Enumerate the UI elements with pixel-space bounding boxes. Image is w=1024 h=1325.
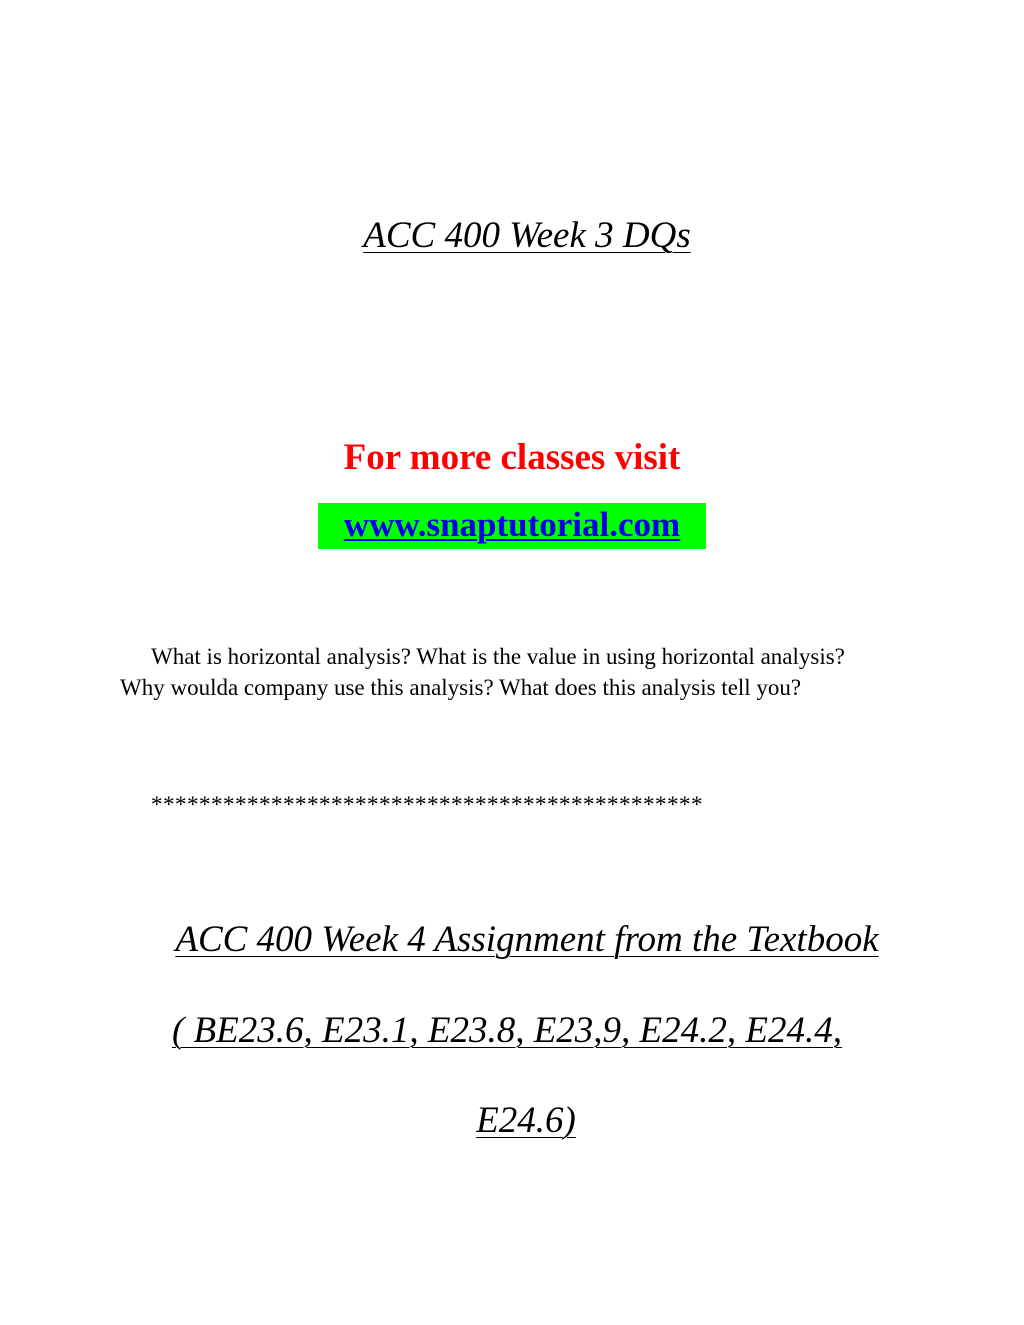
asterisk-separator: ********************************************** (151, 792, 703, 817)
link-highlight (318, 503, 706, 549)
visit-heading: For more classes visit (343, 437, 681, 478)
snaptutorial-link[interactable]: www.snaptutorial.com (343, 505, 681, 544)
question-paragraph: What is horizontal analysis? What is the value in using horizontal analysis? Why woulda company use this analysis? What does this analysis tell you? (120, 644, 845, 700)
week4-title-line-3: E24.6) (476, 1100, 576, 1141)
week3-title: ACC 400 Week 3 DQs (363, 215, 691, 256)
week4-title-line-1: ACC 400 Week 4 Assignment from the Textbook (175, 919, 879, 960)
week4-title-line-2: ( BE23.6, E23.1, E23.8, E23,9, E24.2, E24.4, (171, 1010, 843, 1051)
